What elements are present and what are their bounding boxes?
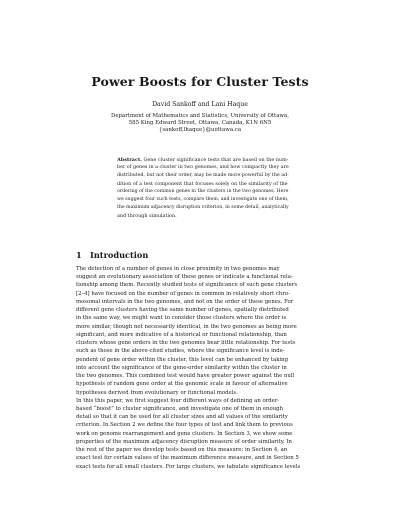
abstract-line: distributed, but not their order, may be made more powerful by the ad- (117, 173, 289, 179)
body-line: detail so that it can be used for all cluster sizes and all values of the similarity (76, 414, 288, 421)
body-line: suggest an evolutionary association of these genes or indicate a functional rela- (76, 274, 293, 281)
body-line: criterion. In Section 2 we define the four types of test and link them to previous (76, 422, 293, 429)
paper-title: Power Boosts for Cluster Tests (91, 74, 309, 89)
body-line: exact tests for all small clusters. For large clusters, we tabulate significance levels (76, 463, 301, 470)
body-line: such as those in the above-cited studies, where the significance level is inde- (76, 348, 285, 355)
affiliation-line: Department of Mathematics and Statistics, University of Ottawa, (111, 113, 289, 119)
body-line: hypothesis of random gene order at the genomic scale in favour of alternative (76, 381, 288, 388)
author-affiliation (0, 113, 400, 134)
author-email: {sankoff,lhaque}@uottawa.ca (158, 127, 242, 134)
body-line: In this this paper, we first suggest four different ways of defining an order- (76, 397, 280, 404)
body-line: hypotheses derived from evolutionary or functional models. (76, 389, 238, 396)
abstract-label: Abstract. (117, 157, 142, 163)
body-line: work on genome rearrangement and gene clusters. In Section 3, we show some (76, 430, 293, 437)
body-line: properties of the maximum adjacency disruption measure of order similarity. In (76, 438, 292, 445)
body-line: tionship among them. Recently studied tests of significance of such gene clusters (76, 282, 298, 289)
body-line: [2–4] have focused on the number of genes in common in relatively short chro- (76, 290, 290, 297)
section-heading (76, 250, 148, 260)
body-line: The detection of a number of genes in close proximity in two genomes may (76, 266, 280, 272)
body-line: exact test for certain values of the maximum difference measure, and in Section 5 (76, 455, 299, 462)
section-number: 1 (76, 250, 82, 260)
abstract-line: we suggest four such tests, compare them, and investigate one of them, (117, 197, 289, 203)
body-line: pendent of gene order within the cluster, this level can be enhanced by taking (76, 356, 289, 363)
abstract-line: Gene cluster significance tests that are based on the num- (141, 157, 289, 163)
introduction-body (76, 265, 325, 471)
body-line: different gene clusters having the same number of genes, spatially distributed (76, 307, 289, 314)
section-title: Introduction (90, 250, 149, 260)
abstract-line: ordering of the common genes in the clusters in the two genomes. Here (117, 189, 289, 195)
body-line: in the same way, we might want to consider those clusters where the order is (76, 315, 287, 322)
abstract-line-first (117, 156, 289, 164)
abstract-line: the maximum adjacency disruption criterion, in some detail, analytically (117, 205, 289, 211)
body-line: into account the significance of the gene-order similarity within the cluster in (76, 364, 287, 371)
body-line: the rest of the paper we develop tests based on this measure; in Section 4, an (76, 447, 288, 454)
affiliation-line: 585 King Edward Street, Ottawa, Canada, K1N 6N5 (128, 120, 272, 127)
abstract-line: ber of genes in a cluster in two genomes, and how compactly they are (117, 165, 289, 171)
body-line: mosomal intervals in the two genomes, and not on the order of these genes. For (76, 298, 294, 305)
body-line: the two genomes. This combined test would have greater power against the null (76, 373, 295, 380)
paper-authors: David Sankoff and Lani Haque (152, 101, 248, 108)
body-line: more similar, though not necessarily identical, in the two genomes as being more (76, 323, 297, 330)
body-line: significant, and more indicative of a historical or functional relationship, than (76, 331, 287, 338)
abstract-line: and through simulation. (117, 213, 177, 220)
abstract (117, 156, 289, 220)
body-line: clusters whose gene orders in the two genomes bear little relationship. For tests (76, 340, 296, 347)
body-line: based “boost” to cluster significance, and investigate one of them in enough (76, 405, 284, 412)
abstract-line: dition of a test component that focuses solely on the similarity of the (117, 181, 288, 188)
